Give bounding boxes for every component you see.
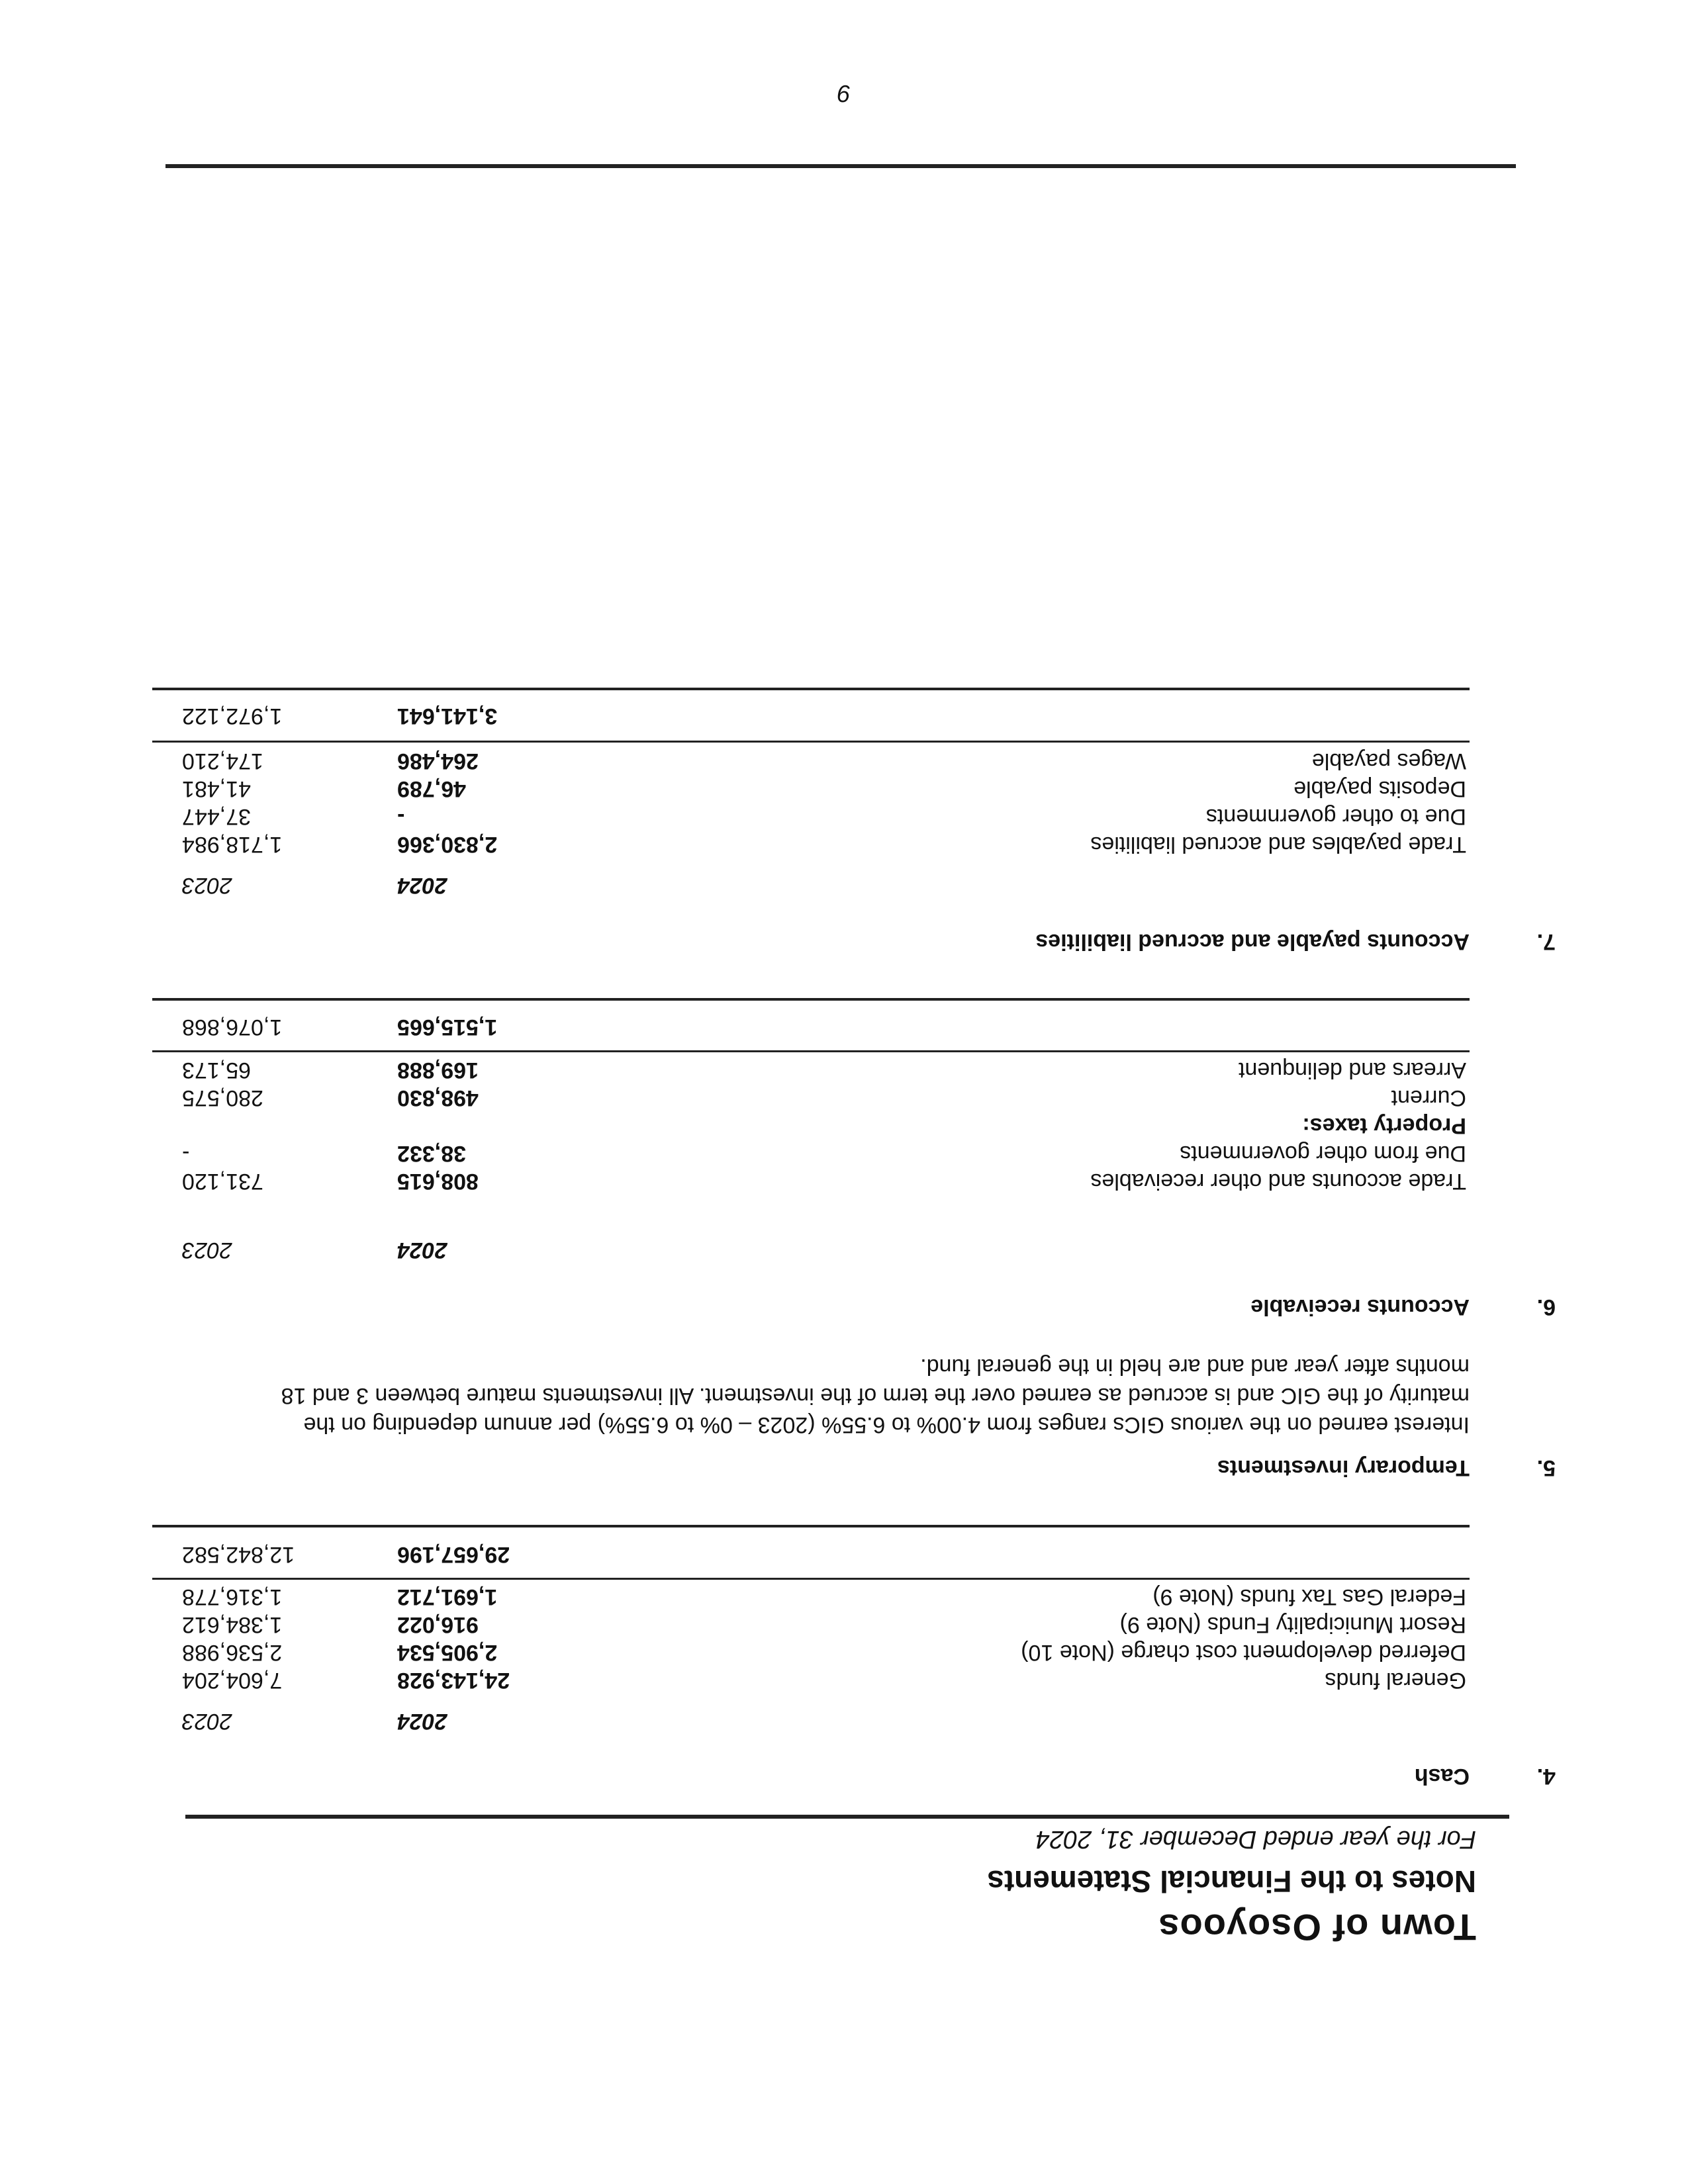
note-7-heading: Accounts payable and accrued liabilities xyxy=(1035,929,1470,954)
note-7-total-rule xyxy=(152,688,1470,690)
note-7-row-prior: 174,210 xyxy=(182,749,263,774)
note-6-year-current: 2024 xyxy=(397,1238,447,1263)
note-7-row-current: 2,830,366 xyxy=(397,832,498,857)
note-7-row-prior: 1,718,984 xyxy=(182,832,283,857)
note-7-year-prior: 2023 xyxy=(182,873,232,898)
note-6-total-prior: 1,076,868 xyxy=(182,1015,283,1040)
note-7-row-label: Deposits payable xyxy=(1293,776,1466,801)
note-6-row-label: Trade accounts and other receivables xyxy=(1090,1169,1466,1194)
period-text: For the year ended December 31, 2024 xyxy=(1035,1825,1476,1853)
note-5-text-line: maturity of the GIC and is accrued as earned over the term of the investment. All investments mature between 3 and 18 xyxy=(281,1383,1470,1408)
note-4-year-prior: 2023 xyxy=(182,1709,232,1734)
note-6-row-current: 808,615 xyxy=(397,1169,479,1194)
note-7-row-prior: 41,481 xyxy=(182,776,251,801)
note-5-text-line: Interest earned on the various GICs ranges from 4.00% to 6.55% (2023 – 0% to 6.55%) per annum depending on the xyxy=(303,1412,1470,1437)
note-7-row-label: Trade payables and accrued liabilities xyxy=(1090,832,1466,857)
note-4-total-current: 29,657,196 xyxy=(397,1542,510,1567)
note-7-row-current: 46,789 xyxy=(397,776,466,801)
note-4-number: 4. xyxy=(1536,1764,1556,1789)
note-4-row-label: General funds xyxy=(1325,1668,1466,1693)
note-7-subtotal-rule xyxy=(152,741,1470,743)
note-6-tax-row-prior: 280,575 xyxy=(182,1085,263,1111)
note-6-row-prior: 731,120 xyxy=(182,1169,263,1194)
note-6-subtotal-rule xyxy=(152,1050,1470,1052)
document-title: Notes to the Financial Statements xyxy=(987,1864,1476,1899)
note-6-tax-row-current: 169,888 xyxy=(397,1058,479,1083)
note-4-heading: Cash xyxy=(1414,1764,1470,1789)
note-7-row-current: 264,486 xyxy=(397,749,479,774)
note-6-row-current: 38,332 xyxy=(397,1141,466,1166)
org-title: Town of Osoyoos xyxy=(1158,1907,1476,1948)
note-6-heading: Accounts receivable xyxy=(1250,1295,1470,1320)
note-6-row-prior: - xyxy=(182,1141,190,1166)
footer-rule xyxy=(165,164,1516,168)
note-6-tax-row-prior: 65,173 xyxy=(182,1058,251,1083)
note-7-total-current: 3,141,641 xyxy=(397,704,498,729)
note-4-row-prior: 2,536,988 xyxy=(182,1640,283,1665)
note-4-row-prior: 1,316,778 xyxy=(182,1584,283,1610)
note-7-row-prior: 37,447 xyxy=(182,804,251,829)
note-4-subtotal-rule xyxy=(152,1578,1470,1580)
note-4-year-current: 2024 xyxy=(397,1709,447,1734)
header-rule xyxy=(185,1815,1509,1819)
note-6-number: 6. xyxy=(1536,1295,1556,1320)
note-4-total-prior: 12,842,582 xyxy=(182,1542,295,1567)
note-7-total-prior: 1,972,122 xyxy=(182,704,283,729)
note-6-total-current: 1,515,665 xyxy=(397,1015,498,1040)
note-4-row-current: 1,691,712 xyxy=(397,1584,498,1610)
note-5-heading: Temporary investments xyxy=(1217,1455,1470,1480)
note-5-text-line: months after year and and are held in the general fund. xyxy=(920,1354,1470,1379)
note-7-row-current: - xyxy=(397,804,405,829)
note-4-row-label: Federal Gas Tax funds (Note 9) xyxy=(1152,1584,1466,1610)
note-4-row-current: 2,905,534 xyxy=(397,1640,498,1665)
note-7-row-label: Wages payable xyxy=(1311,749,1466,774)
note-6-tax-row-label: Current xyxy=(1391,1085,1466,1111)
note-7-number: 7. xyxy=(1536,929,1556,954)
note-4-row-current: 916,022 xyxy=(397,1612,479,1637)
note-6-row-label: Due from other governments xyxy=(1180,1141,1466,1166)
note-7-row-label: Due to other governments xyxy=(1205,804,1466,829)
note-4-row-label: Deferred development cost charge (Note 10) xyxy=(1021,1640,1466,1665)
note-6-tax-row-label: Arrears and delinquent xyxy=(1238,1058,1466,1083)
note-7-year-current: 2024 xyxy=(397,873,447,898)
note-6-subheading: Property taxes: xyxy=(1302,1113,1466,1138)
note-5-number: 5. xyxy=(1536,1455,1556,1480)
note-6-tax-row-current: 498,830 xyxy=(397,1085,479,1111)
note-4-row-current: 24,143,928 xyxy=(397,1668,510,1693)
note-4-row-label: Resort Municipality Funds (Note 9) xyxy=(1119,1612,1466,1637)
note-4-row-prior: 1,384,612 xyxy=(182,1612,283,1637)
note-4-total-rule xyxy=(152,1525,1470,1527)
note-4-row-prior: 7,604,204 xyxy=(182,1668,283,1693)
page-number: 9 xyxy=(837,80,851,107)
note-6-total-rule xyxy=(152,998,1470,1001)
note-6-year-prior: 2023 xyxy=(182,1238,232,1263)
